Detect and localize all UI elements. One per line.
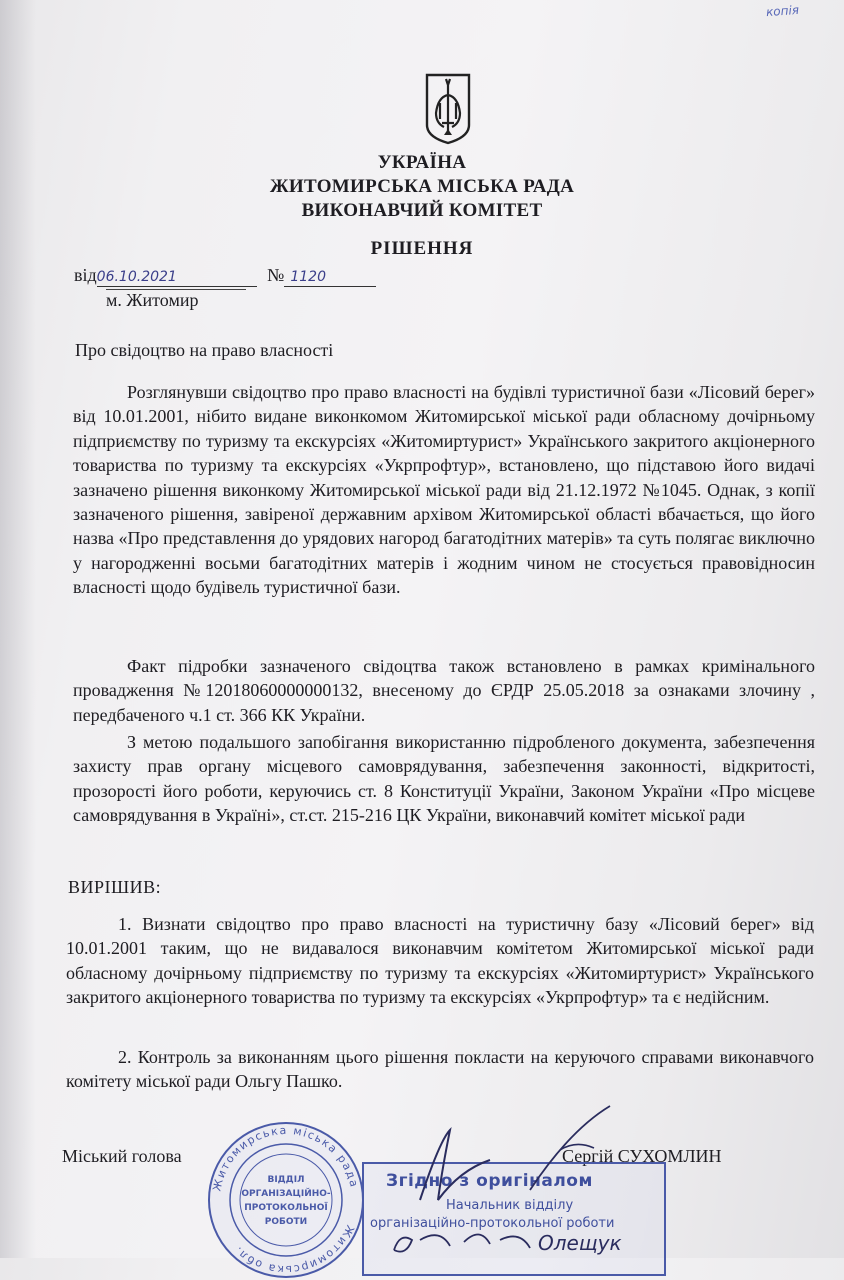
number-value: 1120 bbox=[290, 269, 326, 285]
signatory-position: Міський голова bbox=[62, 1146, 182, 1166]
stamp-position: Начальник відділу bbox=[446, 1198, 574, 1213]
handwritten-name: Олещук bbox=[538, 1231, 622, 1255]
header-committee: ВИКОНАВЧИЙ КОМІТЕТ bbox=[301, 200, 543, 221]
round-seal bbox=[206, 1120, 366, 1280]
paragraph-3 bbox=[73, 730, 815, 828]
seal-inner-line: ПРОТОКОЛЬНОЇ bbox=[244, 1203, 328, 1213]
document-type: РІШЕННЯ bbox=[370, 238, 474, 259]
copy-mark: копія bbox=[765, 2, 800, 20]
paragraph-text: З метою подальшого запобігання використанню підробленого документа, забезпечення захисту прав органу місцевого самоврядування, забезпечення законності, відкритості, прозорості його роботи, керуючись ст. 8 Конституції України, Законом України «Про місцеве самоврядування в Україні», ст.ст. 215-216 ЦК України, виконавчий комітет міської ради bbox=[73, 732, 815, 826]
decision-item-1 bbox=[66, 912, 814, 1010]
paragraph-1 bbox=[73, 380, 815, 600]
paragraph-text: Факт підробки зазначеного свідоцтва також встановлено в рамках кримінального провадження №12018060000000132, внесеному до ЄРДР 25.05.2018 за ознаками злочину , передбаченого ч.1 ст. 366 КК України. bbox=[73, 656, 815, 725]
number-field bbox=[284, 265, 376, 287]
header-council: ЖИТОМИРСЬКА МІСЬКА РАДА bbox=[269, 176, 575, 197]
date-field bbox=[97, 265, 257, 287]
seal-outer-text-2: Житомирська обл. bbox=[231, 1223, 357, 1277]
seal-inner-line: РОБОТИ bbox=[264, 1217, 308, 1227]
paragraph-2 bbox=[73, 654, 815, 727]
date-number-row bbox=[74, 265, 376, 287]
number-prefix: № bbox=[267, 265, 285, 285]
date-value: 06.10.2021 bbox=[96, 269, 177, 285]
seal-inner-line: ВІДДІЛ bbox=[267, 1175, 305, 1185]
stamp-title: Згідно з оригіналом bbox=[386, 1171, 593, 1191]
handwritten-signature bbox=[380, 1100, 680, 1258]
decision-item-text: 2. Контроль за виконанням цього рішення покласти на керуючого справами виконавчого комітету міської ради Ольгу Пашко. bbox=[66, 1047, 814, 1092]
date-prefix: від bbox=[74, 265, 97, 285]
seal-outer-text: Житомирська міська рада bbox=[210, 1123, 361, 1193]
signatory-name: Сергій СУХОМЛИН bbox=[562, 1146, 722, 1166]
decision-item-2 bbox=[66, 1045, 814, 1094]
coat-of-arms-icon bbox=[424, 73, 472, 145]
header-country: УКРАЇНА bbox=[377, 152, 467, 173]
document-subject: Про свідоцтво на право власності bbox=[75, 340, 334, 360]
stamp-department: організаційно-протокольної роботи bbox=[370, 1216, 615, 1231]
resolved-label: ВИРІШИВ: bbox=[68, 877, 162, 897]
paragraph-text: Розглянувши свідоцтво про право власності на будівлі туристичної бази «Лісовий берег» від 10.01.2001, нібито видане виконкомом Житомирської міської ради обласному дочірньому підприємству по туризму та екскурсіях «Житомиртурист» Українського закритого акціонерного товариства по туризму та екскурсіях «Укрпрофтур», встановлено, що підставою його видачі зазначено рішення виконкому Житомирської міської ради від 21.12.1972 №1045. Однак, з копії зазначеного рішення, завіреної державним архівом Житомирської області вбачається, що його назва «Про представлення до урядових нагород багатодітних матерів» та суть полягає виключно у нагородженні восьми багатодітних матерів і жодним чином не стосується правовідносин власності щодо будівель туристичної бази. bbox=[73, 382, 815, 598]
city: м. Житомир bbox=[106, 289, 246, 311]
decision-item-text: 1. Визнати свідоцтво про право власності на туристичну базу «Лісовий берег» від 10.01.2001 таким, що не видавалося виконавчим комітетом Житомирської міської ради обласному дочірньому підприємству по туризму та екскурсіях «Житомиртурист» Українського закритого акціонерного товариства по туризму та екскурсіях «Укрпрофтур» та є недійсним. bbox=[66, 914, 814, 1008]
seal-inner-line: ОРГАНІЗАЦІЙНО- bbox=[241, 1189, 331, 1199]
